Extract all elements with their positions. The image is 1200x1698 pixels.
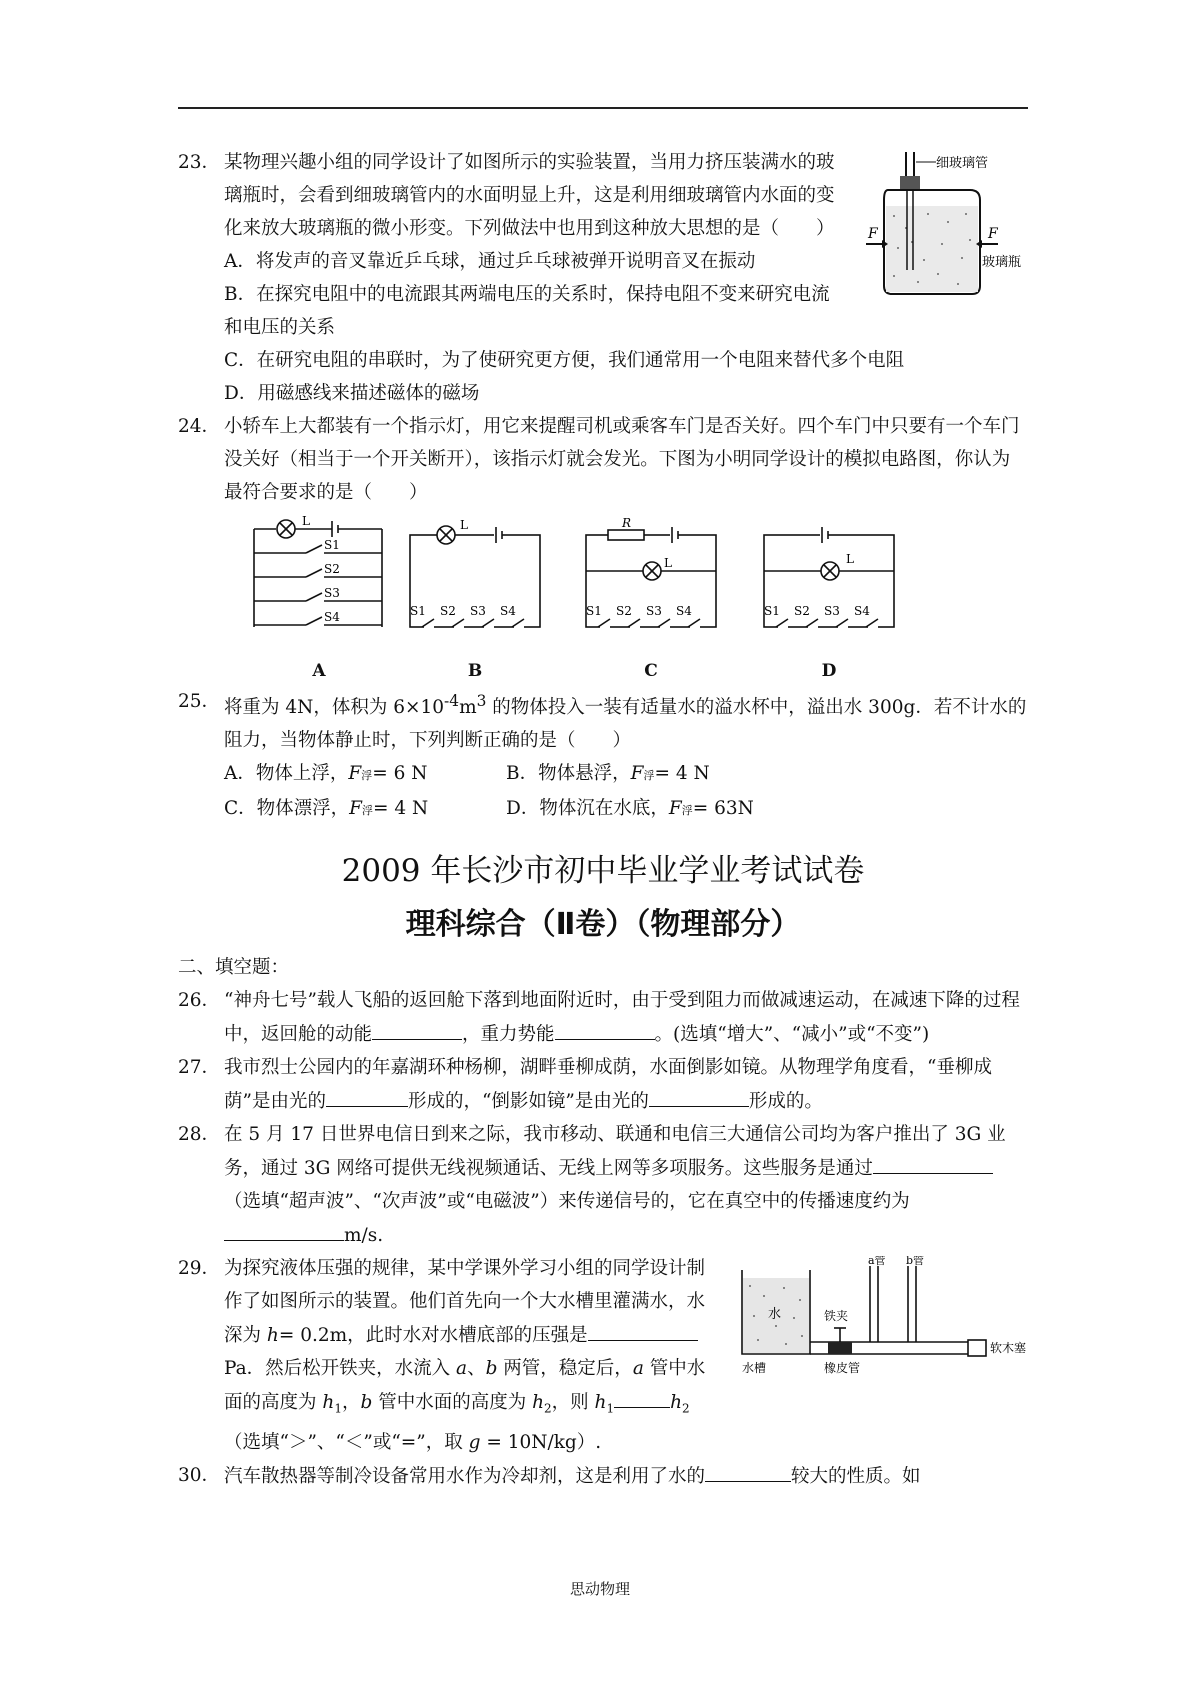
switch-label: S1 [764, 604, 780, 618]
answer-blank[interactable] [372, 1017, 462, 1040]
switch-label: S2 [324, 562, 340, 576]
exam-title: 2009 年长沙市初中毕业学业考试试卷 [341, 853, 865, 890]
question-number: 29． [178, 1258, 221, 1280]
question-text: 为探究液体压强的规律，某中学课外学习小组的同学设计制作了如图所示的装置。他们首先向一个大水槽里灌满水，水深为 [224, 1258, 706, 1347]
question-30 [178, 1459, 1028, 1493]
question-23 [178, 146, 1028, 410]
question-text: 我市烈士公园内的年嘉湖环种杨柳，湖畔垂柳成荫，水面倒影如镜。从物理学角度看，“垂柳成荫”是由光的 [224, 1057, 992, 1113]
symbol: h [532, 1392, 544, 1414]
question-26 [178, 984, 1028, 1051]
symbol: a [632, 1358, 644, 1380]
question-text: ，则 [551, 1392, 595, 1414]
symbol: h [670, 1392, 683, 1414]
tank-label: 水槽 [742, 1361, 767, 1376]
question-text: = 10N/kg）. [480, 1431, 602, 1453]
header-rule [178, 107, 1028, 109]
symbol: b [360, 1392, 373, 1414]
switch-label: S3 [324, 586, 340, 600]
clamp-label: 铁夹 [824, 1309, 849, 1324]
circuit-a [244, 515, 394, 683]
question-25 [178, 685, 1028, 827]
symbol: a [456, 1358, 468, 1380]
switch-label: S4 [324, 610, 340, 624]
question-text: （选填“＞”、“＜”或“=”，取 [224, 1431, 469, 1453]
switch-label: S4 [500, 604, 516, 618]
unit: m [459, 697, 477, 719]
force-right-label: F [988, 226, 998, 242]
question-text: 。(选填“增大”、“减小”或“不变”) [654, 1024, 930, 1046]
exponent: 3 [476, 692, 487, 710]
lamp-label: L [846, 552, 854, 566]
answer-blank[interactable] [614, 1385, 670, 1408]
tube-a-label: a管 [868, 1256, 886, 1268]
question-number: 24． [178, 416, 221, 437]
stopper-label: 软木塞 [990, 1341, 1027, 1356]
symbol: h [266, 1325, 279, 1347]
option-a: A．将发声的音叉靠近乒乓球，通过乒乓球被弹开说明音叉在振动 [224, 251, 756, 272]
exponent: -4 [444, 692, 460, 710]
option-b: B．在探究电阻中的电流跟其两端电压的关系时，保持电阻不变来研究电流和电压的关系 [224, 284, 830, 338]
question-number: 25． [178, 691, 221, 712]
switch-label: S3 [824, 604, 840, 618]
switch-label: S2 [616, 604, 632, 618]
subscript: 2 [682, 1401, 690, 1416]
switch-label: S3 [470, 604, 486, 618]
question-text: 两管，稳定后， [497, 1358, 633, 1380]
question-text: ，重力势能 [462, 1024, 555, 1046]
answer-blank[interactable] [873, 1151, 993, 1174]
question-text: “神舟七号”载人飞船的返回舱下落到地面附近时，由于受到阻力而做减速运动，在减速下降的过程中，返回舱的动能 [224, 990, 1020, 1046]
force-left-label: F [868, 226, 878, 242]
option-d: D．物体沉在水底，F浮= 63N [506, 798, 754, 820]
rubber-tube-label: 橡皮管 [824, 1361, 861, 1376]
switch-label: S4 [854, 604, 870, 618]
answer-blank[interactable] [224, 1218, 344, 1241]
question-number: 23． [178, 152, 221, 173]
switch-label: S1 [324, 538, 340, 552]
question-text: 汽车散热器等制冷设备常用水作为冷却剂，这是利用了水的 [224, 1465, 706, 1487]
exam-subtitle: 理科综合（Ⅱ卷）（物理部分） [405, 907, 801, 943]
symbol: h [594, 1392, 607, 1414]
bottle-label: 玻璃瓶 [982, 255, 1022, 270]
option-c: C．在研究电阻的串联时，为了使研究更方便，我们通常用一个电阻来替代多个电阻 [224, 350, 905, 371]
question-27 [178, 1051, 1028, 1118]
subscript: 1 [334, 1401, 342, 1416]
question-text: 管中水面的高度为 [224, 1358, 706, 1414]
symbol: h [322, 1392, 335, 1414]
question-text: 在 5 月 17 日世界电信日到来之际，我市移动、联通和电信三大通信公司均为客户推出了 3G 业务，通过 3G 网络可提供无线视频通话、无线上网等多项服务。这些服务是通过 [224, 1124, 1006, 1180]
circuit-b [400, 515, 550, 683]
pressure-apparatus-figure [728, 1256, 1028, 1386]
question-number: 28． [178, 1124, 221, 1146]
section-heading: 二、填空题： [178, 957, 290, 979]
question-text: 形成的。 [748, 1091, 823, 1113]
water-label: 水 [768, 1307, 782, 1323]
question-stem: 某物理兴趣小组的同学设计了如图所示的实验装置，当用力挤压装满水的玻璃瓶时，会看到细玻璃管内的水面明显上升，这是利用细玻璃管内水面的变化来放大玻璃瓶的微小形变。下列做法中也用到这种放大思想的是（ ） [224, 152, 835, 239]
question-24 [178, 410, 1028, 509]
option-c: C．物体漂浮，F浮= 4 N [224, 798, 429, 820]
question-text: 管中水面的高度为 [372, 1392, 533, 1414]
option-a: A．物体上浮，F浮= 6 N [224, 763, 428, 785]
options-row [224, 792, 1028, 827]
symbol: b [485, 1358, 498, 1380]
question-number: 26． [178, 990, 221, 1012]
answer-blank[interactable] [326, 1084, 408, 1107]
circuit-label: B [467, 661, 483, 681]
tube-b-label: b管 [906, 1256, 925, 1268]
tube-label: 细玻璃管 [936, 156, 989, 171]
question-28 [178, 1118, 1028, 1252]
answer-blank[interactable] [705, 1459, 791, 1482]
option-d: D．用磁感线来描述磁体的磁场 [224, 383, 480, 404]
answer-blank[interactable] [588, 1318, 698, 1341]
page-footer: 思动物理 [569, 1580, 630, 1598]
switch-label: S3 [646, 604, 662, 618]
question-stem: 的物体投入一装有适量水的溢水杯中，溢出水 300g．若不计水的阻力，当物体静止时，下列判断正确的是（ ） [224, 697, 1027, 752]
exam-page [178, 146, 1028, 1493]
question-text: ， [341, 1392, 361, 1414]
circuit-label: A [312, 661, 326, 681]
circuit-label: C [644, 661, 658, 681]
question-stem: 将重为 4N，体积为 6×10 [224, 697, 445, 719]
question-number: 27． [178, 1057, 221, 1079]
circuit-options [178, 515, 1028, 685]
question-number: 30． [178, 1464, 221, 1486]
question-stem: 小轿车上大都装有一个指示灯，用它来提醒司机或乘客车门是否关好。四个车门中只要有一个车门没关好（相当于一个开关断开），该指示灯就会发光。下图为小明同学设计的模拟电路图，你认为最符合要求的是（ ） [224, 416, 1020, 503]
circuit-c [576, 515, 726, 683]
circuit-label: D [821, 661, 837, 681]
lamp-label: L [302, 515, 310, 528]
switch-label: S1 [410, 604, 426, 618]
question-text: （选填“超声波”、“次声波”或“电磁波”）来传递信号的，它在真空中的传播速度约为 [224, 1191, 910, 1213]
switch-label: S2 [440, 604, 456, 618]
lamp-label: L [460, 518, 468, 532]
question-text: = 0.2m，此时水对水槽底部的压强是 [278, 1325, 588, 1347]
question-text: 较大的性质。如 [791, 1465, 921, 1487]
subscript: 2 [544, 1401, 552, 1416]
question-text: Pa．然后松开铁夹，水流入 [224, 1358, 457, 1380]
answer-blank[interactable] [555, 1017, 655, 1040]
circuit-d [754, 515, 904, 683]
resistor-label: R [622, 516, 632, 530]
switch-label: S1 [586, 604, 602, 618]
question-text: 、 [467, 1358, 486, 1380]
switch-label: S2 [794, 604, 810, 618]
question-text: 形成的，“倒影如镜”是由光的 [407, 1091, 649, 1113]
question-29 [178, 1252, 1028, 1459]
option-b: B．物体悬浮，F浮= 4 N [506, 763, 710, 785]
symbol: g [468, 1431, 481, 1453]
options-row [224, 757, 1028, 792]
question-text: m/s. [344, 1225, 384, 1247]
answer-blank[interactable] [649, 1084, 749, 1107]
bottle-figure [858, 148, 1028, 306]
lamp-label: L [664, 556, 672, 570]
subscript: 1 [606, 1401, 615, 1416]
switch-label: S4 [676, 604, 692, 618]
